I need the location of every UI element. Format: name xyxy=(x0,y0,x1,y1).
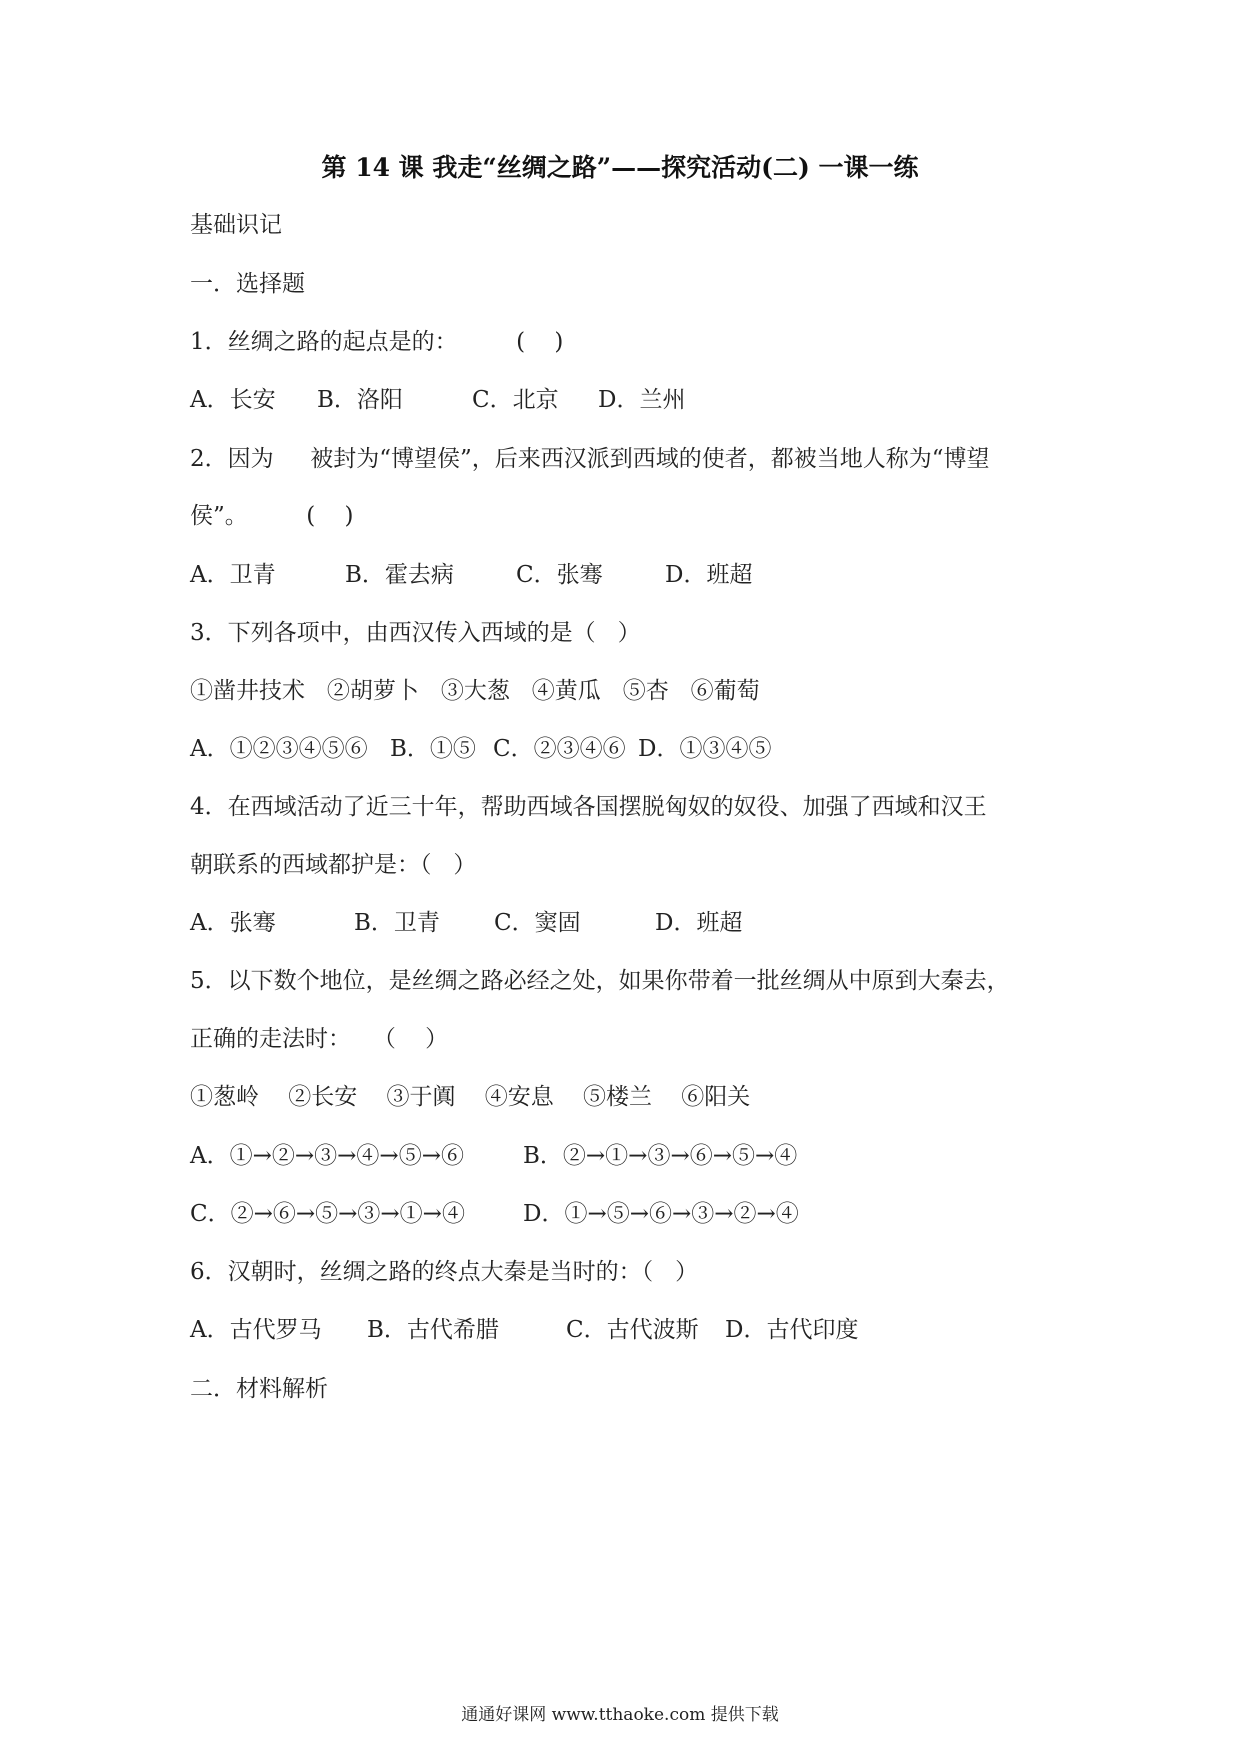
option-d: D．古代印度 xyxy=(725,1317,859,1343)
option-d: D．班超 xyxy=(665,562,753,588)
option-b: B．②→①→③→⑥→⑤→④ xyxy=(523,1143,798,1169)
option-d: D．兰州 xyxy=(598,387,686,413)
option-a: A．卫青 xyxy=(190,562,276,588)
option-b: B．①⑤ xyxy=(390,736,476,762)
option-a: A．①→②→③→④→⑤→⑥ xyxy=(190,1143,464,1169)
question-5-items: ①葱岭 ②长安 ③于阗 ④安息 ⑤楼兰 ⑥阳关 xyxy=(190,1084,751,1110)
question-5-stem-line2: 正确的走法时： （ ） xyxy=(190,1026,449,1052)
option-a: A．古代罗马 xyxy=(190,1317,322,1343)
question-3-stem: 3．下列各项中，由西汉传入西域的是（ ） xyxy=(190,620,641,646)
option-c: C．张骞 xyxy=(516,562,603,588)
page-footer: 通通好课网 www.tthaoke.com 提供下载 xyxy=(461,1705,779,1725)
question-2-stem-line2: 侯”。 ( ) xyxy=(190,503,354,529)
option-d: D．①→⑤→⑥→③→②→④ xyxy=(523,1201,799,1227)
option-a: A．张骞 xyxy=(190,910,276,936)
option-c: C．北京 xyxy=(472,387,559,413)
option-b: B．洛阳 xyxy=(317,387,403,413)
question-3-items: ①凿井技术 ②胡萝卜 ③大葱 ④黄瓜 ⑤杏 ⑥葡萄 xyxy=(190,678,760,704)
option-c: C．窦固 xyxy=(494,910,581,936)
option-b: B．古代希腊 xyxy=(367,1317,499,1343)
question-4-stem-line2: 朝联系的西域都护是：（ ） xyxy=(190,852,477,878)
option-c: C．②→⑥→⑤→③→①→④ xyxy=(190,1201,465,1227)
section-basic: 基础识记 xyxy=(190,212,282,238)
part1-heading: 一．选择题 xyxy=(190,271,305,297)
option-b: B．霍去病 xyxy=(345,562,454,588)
option-c: C．②③④⑥ xyxy=(493,736,626,762)
option-b: B．卫青 xyxy=(354,910,440,936)
option-d: D．班超 xyxy=(655,910,743,936)
option-a: A．长安 xyxy=(190,387,276,413)
part2-heading: 二．材料解析 xyxy=(190,1376,328,1402)
question-2-stem-line1: 2．因为 被封为“博望侯”，后来西汉派到西域的使者，都被当地人称为“博望 xyxy=(190,446,990,472)
question-6-stem: 6．汉朝时，丝绸之路的终点大秦是当时的：（ ） xyxy=(190,1259,699,1285)
option-a: A．①②③④⑤⑥ xyxy=(190,736,368,762)
page-title: 第 14 课 我走“丝绸之路”——探究活动(二) 一课一练 xyxy=(321,153,919,182)
option-d: D．①③④⑤ xyxy=(638,736,772,762)
question-5-stem-line1: 5．以下数个地位，是丝绸之路必经之处，如果你带着一批丝绸从中原到大秦去， xyxy=(190,968,1010,994)
question-1-stem: 1．丝绸之路的起点是的： ( ) xyxy=(190,329,564,355)
question-4-stem-line1: 4．在西域活动了近三十年，帮助西域各国摆脱匈奴的奴役、加强了西域和汉王 xyxy=(190,794,987,820)
option-c: C．古代波斯 xyxy=(566,1317,699,1343)
